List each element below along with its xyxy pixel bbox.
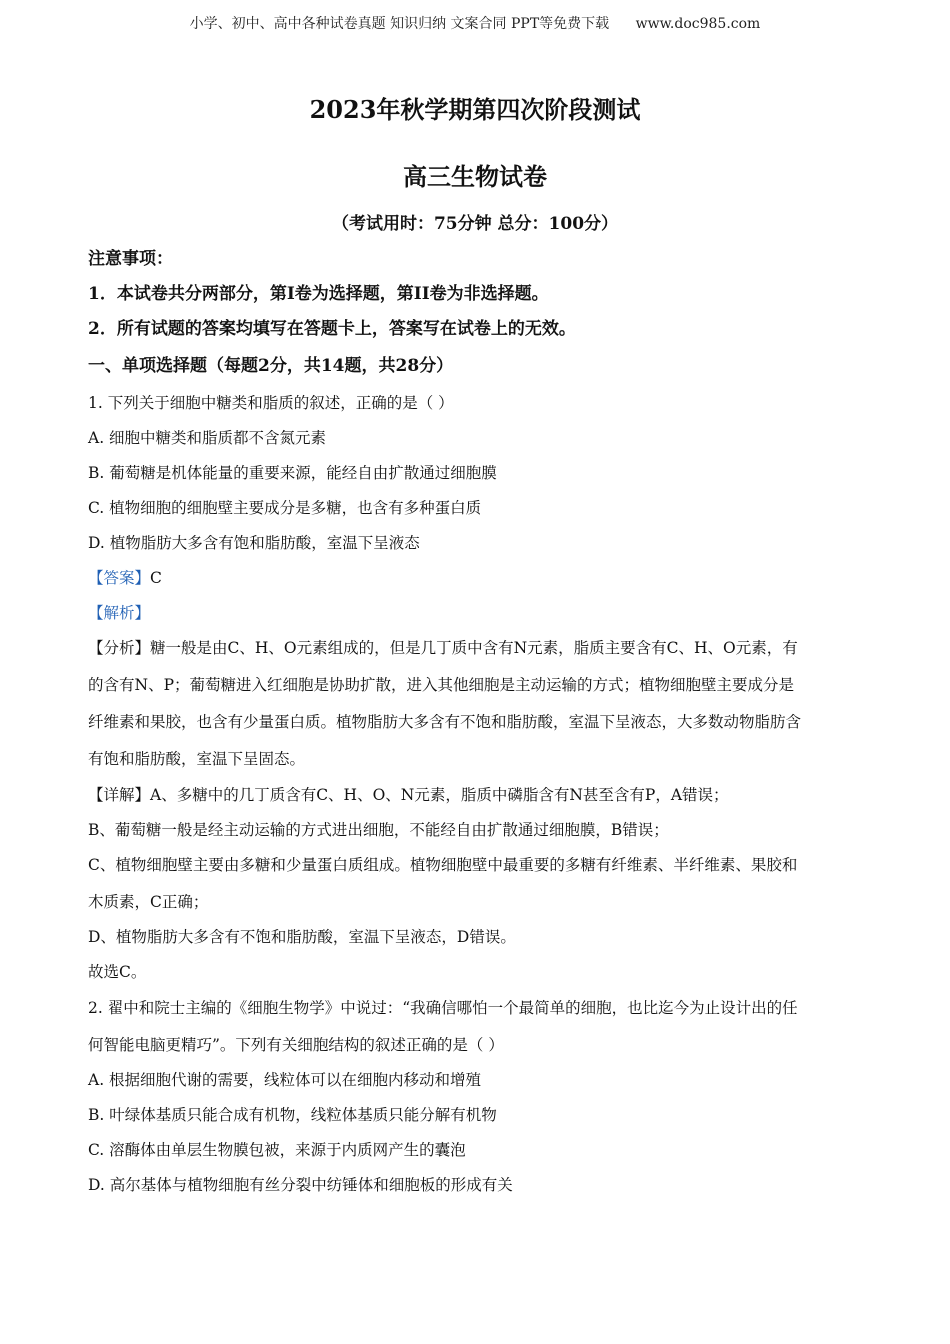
q1-option-a: A. 细胞中糖类和脂质都不含氮元素: [88, 429, 327, 447]
note-item: 1．本试卷共分两部分，第I卷为选择题，第II卷为非选择题。: [88, 284, 549, 304]
section-heading: 一、单项选择题（每题2分，共14题，共28分）: [88, 356, 454, 376]
q2-option-c: C. 溶酶体由单层生物膜包被，来源于内质网产生的囊泡: [88, 1141, 466, 1159]
question-2-stem: 何智能电脑更精巧”。下列有关细胞结构的叙述正确的是（ ）: [88, 1036, 504, 1054]
q2-option-d: D. 高尔基体与植物细胞有丝分裂中纺锤体和细胞板的形成有关: [88, 1176, 513, 1194]
question-2-stem: 2. 翟中和院士主编的《细胞生物学》中说过：“我确信哪怕一个最简单的细胞，也比迄今为止设计出的任: [88, 999, 798, 1017]
q2-option-a: A. 根据细胞代谢的需要，线粒体可以在细胞内移动和增殖: [88, 1071, 482, 1089]
analysis-line: 的含有N、P；葡萄糖进入红细胞是协助扩散，进入其他细胞是主动运输的方式；植物细胞壁主要成分是: [88, 676, 794, 694]
notes-heading: 注意事项：: [88, 249, 173, 269]
answer-tag: 【答案】: [88, 569, 151, 587]
page-header: [0, 13, 950, 33]
detail-line: C、植物细胞壁主要由多糖和少量蛋白质组成。植物细胞壁中最重要的多糖有纤维素、半纤维素、果胶和: [88, 856, 798, 874]
question-1-stem: 1. 下列关于细胞中糖类和脂质的叙述，正确的是（ ）: [88, 394, 454, 412]
analysis-line: 【分析】糖一般是由C、H、O元素组成的，但是几丁质中含有N元素，脂质主要含有C、H、O元素，有: [88, 639, 798, 657]
answer-value: C: [150, 569, 162, 587]
header-site[interactable]: www.doc985.com: [635, 16, 761, 32]
detail-line: 故选C。: [88, 963, 147, 981]
exam-info: （考试用时：75分钟 总分：100分）: [331, 214, 619, 234]
note-item: 2．所有试题的答案均填写在答题卡上，答案写在试卷上的无效。: [88, 319, 576, 339]
main-title: 2023年秋学期第四次阶段测试: [309, 95, 641, 124]
analysis-line: 有饱和脂肪酸，室温下呈固态。: [88, 750, 306, 768]
q1-answer: [88, 567, 864, 589]
analysis-line: 纤维素和果胶，也含有少量蛋白质。植物脂肪大多含有不饱和脂肪酸，室温下呈液态，大多数动物脂肪含: [88, 713, 802, 731]
detail-line: D、植物脂肪大多含有不饱和脂肪酸，室温下呈液态，D错误。: [88, 928, 516, 946]
q1-option-c: C. 植物细胞的细胞壁主要成分是多糖，也含有多种蛋白质: [88, 499, 482, 517]
detail-line: 【详解】A、多糖中的几丁质含有C、H、O、N元素，脂质中磷脂含有N甚至含有P，A错误；: [88, 786, 729, 804]
q1-option-b: B. 葡萄糖是机体能量的重要来源，能经自由扩散通过细胞膜: [88, 464, 497, 482]
q2-option-b: B. 叶绿体基质只能合成有机物，线粒体基质只能分解有机物: [88, 1106, 497, 1124]
header-banner: 小学、初中、高中各种试卷真题 知识归纳 文案合同 PPT等免费下载: [189, 16, 610, 32]
analysis-tag: 【解析】: [88, 604, 151, 622]
q1-option-d: D. 植物脂肪大多含有饱和脂肪酸，室温下呈液态: [88, 534, 420, 552]
detail-line: B、葡萄糖一般是经主动运输的方式进出细胞，不能经自由扩散通过细胞膜，B错误；: [88, 821, 669, 839]
sub-title: 高三生物试卷: [403, 162, 547, 191]
detail-line: 木质素，C正确；: [88, 893, 209, 911]
